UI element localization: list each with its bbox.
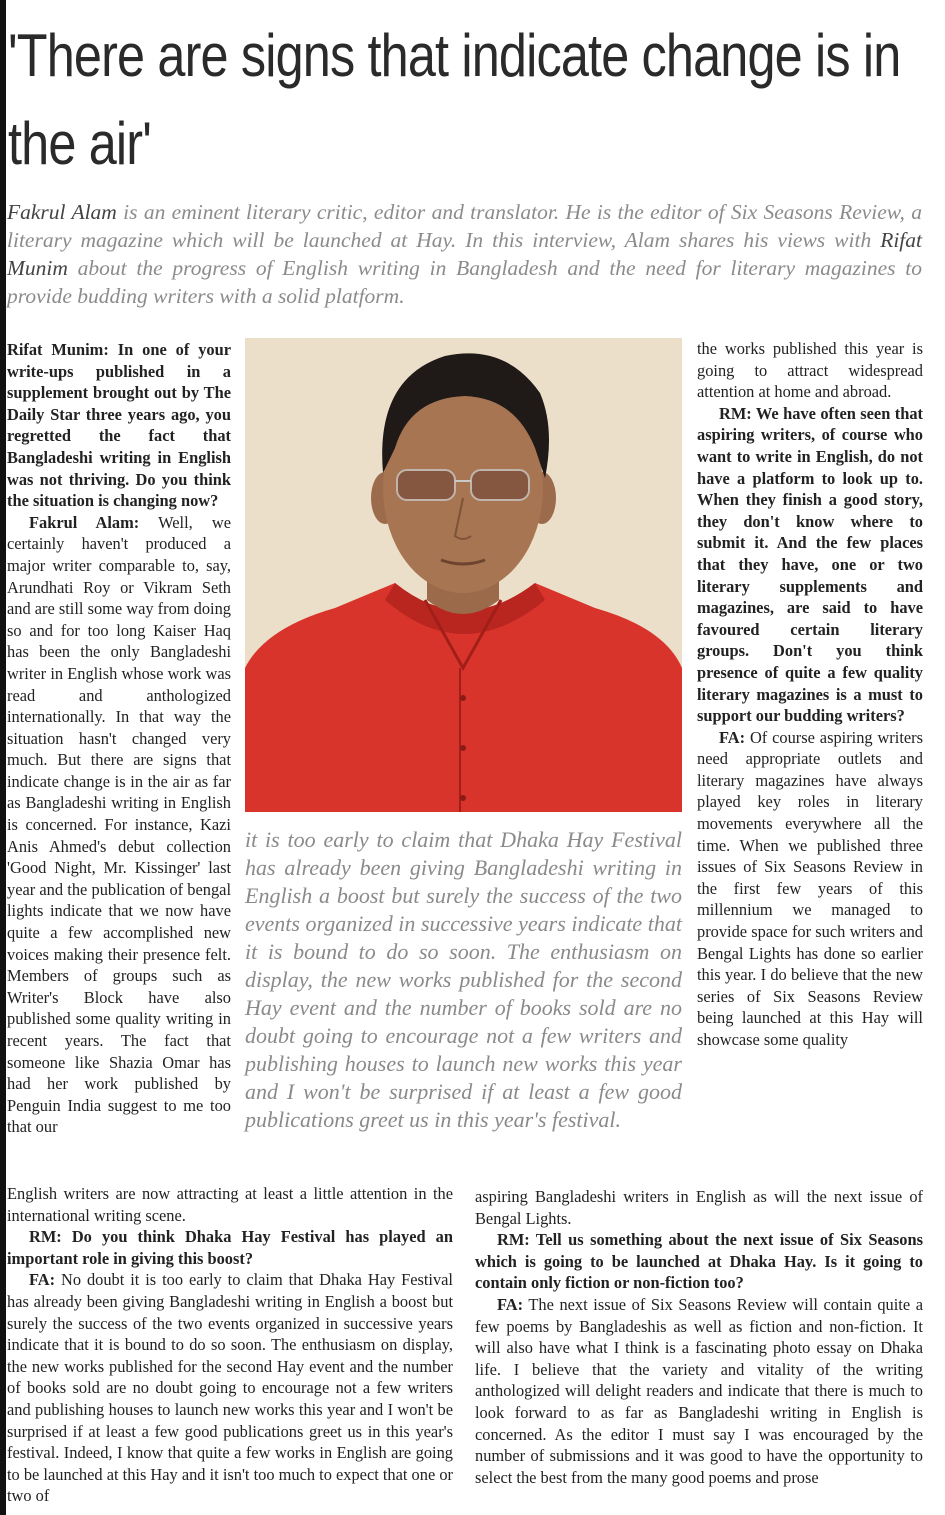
intro-text-1: is an eminent literary critic, editor and translator. He is the editor of Six Seasons Review, a literary magazine which will be launched at Hay. In this interview, Alam shares his views with — [7, 200, 922, 252]
answer-2 — [7, 1269, 453, 1507]
answer-4 — [475, 1294, 923, 1488]
question-1: Rifat Munim: In one of your write-ups published in a supplement brought out by The Daily Star three years ago, you regretted the fact that Bangladeshi writing in English was not thriving. Do you think the situation is changing now? — [7, 340, 231, 511]
answer-4-speaker: FA: — [497, 1294, 524, 1314]
answer-1 — [7, 512, 231, 1138]
headline: 'There are signs that indicate change is in the air' — [8, 22, 901, 177]
answer-1-speaker: Fakrul Alam: — [29, 512, 140, 532]
pull-quote: it is too early to claim that Dhaka Hay Festival has already been giving Bangladeshi writing in English a boost but surely the success of the two events organized in successive years indicate that it is bound to do so soon. The enthusiasm on display, the new works published for the second Hay event and the number of books sold are no doubt going to encourage not a few writers and publishing houses to launch new works this year and I won't be surprised if at least a few good publications greet us in this year's festival. — [245, 827, 682, 1132]
bottom-left-continuation: English writers are now attracting at least a little attention in the international writing scene. — [7, 1184, 453, 1225]
answer-2-speaker: FA: — [29, 1270, 56, 1290]
column-bottom-left — [7, 1183, 453, 1507]
column-left — [7, 339, 231, 1138]
question-2: RM: Do you think Dhaka Hay Festival has played an important role in giving this boost? — [7, 1227, 453, 1268]
column-right-continuation: the works published this year is going to attract widespread attention at home and abroad. — [697, 339, 923, 402]
column-right — [697, 338, 923, 1051]
answer-3 — [697, 727, 923, 1051]
portrait-illustration — [245, 338, 682, 812]
intro-name: Fakrul Alam — [7, 200, 117, 224]
intro-standfirst — [7, 198, 922, 310]
answer-2-text: No doubt it is too early to claim that Dhaka Hay Festival has already been giving Bangladeshi writing in English a boost but surely the success of the two events organized in successive years indicate that it is bound to do so soon. The enthusiasm on display, the new works published for the second Hay event and the number of books sold are no doubt going to encourage not a few writers and publishing houses to launch new works this year and I won't be surprised if at least a few good publications greet us in this year's festival. Indeed, I know that quite a few works in English are going to be launched at this Hay and it isn't too much to expect that one or two of — [7, 1270, 453, 1506]
bottom-right-continuation: aspiring Bangladeshi writers in English as will the next issue of Bengal Lights. — [475, 1187, 923, 1228]
intro-interviewer: Rifat Munim — [7, 228, 922, 280]
answer-4-text: The next issue of Six Seasons Review will contain quite a few poems by Bangladeshis as well as fiction and non-fiction. It will also have what I think is a fascinating photo essay on Dhaka life. I believe that the variety and vitality of the writing anthologized will delight readers and indicate that there is much to look forward to as far as Bangladeshi writing in English is concerned. As the editor I must say I was encouraged by the number of submissions and it was good to have the opportunity to select the best from the many good poems and prose — [475, 1294, 923, 1487]
column-bottom-right — [475, 1186, 923, 1488]
intro-text-2: about the progress of English writing in Bangladesh and the need for literary magazines to provide budding writers with a solid platform. — [7, 256, 922, 308]
portrait-photo — [245, 338, 682, 812]
answer-3-speaker: FA: — [719, 727, 746, 747]
question-3: RM: We have often seen that aspiring writers, of course who want to write in English, do not have a platform to look up to. When they finish a good story, they don't know where to submit it. And the few places that they have, one or two literary supplements and magazines, are said to have favoured certain literary groups. Don't you think presence of quite a few quality literary magazines is a must to support our budding writers? — [697, 403, 923, 726]
left-border-bar — [0, 0, 6, 1515]
question-4: RM: Tell us something about the next issue of Six Seasons which is going to be launched at Dhaka Hay. Is it going to contain only fiction or non-fiction too? — [475, 1230, 923, 1293]
answer-3-text: Of course aspiring writers need appropriate outlets and literary magazines have always played key roles in literary movements everywhere all the time. When we published three issues of Six Seasons Review in the first few years of this millennium we managed to provide space for such writers and Bengal Lights has done so earlier this year. I do believe that the new series of Six Seasons Review being launched at this Hay will showcase some quality — [697, 727, 923, 1049]
answer-1-text: Well, we certainly haven't produced a major writer comparable to, say, Arundhati Roy or Vikram Seth and are still some way from doing so and for too long Kaiser Haq has been the only Bangladeshi writer in English whose work was read and anthologized internationally. In that way the situation hasn't changed very much. But there are signs that indicate change is in the air as far as Bangladeshi writing in English is concerned. For instance, Kazi Anis Ahmed's debut collection 'Good Night, Mr. Kissinger' last year and the publication of bengal lights indicate that we now have quite a few accomplished new voices making their presence felt. Members of groups such as Writer's Block have also published some quality writing in recent years. The fact that someone like Shazia Omar has had her work published by Penguin India suggest to me too that our — [7, 512, 231, 1137]
